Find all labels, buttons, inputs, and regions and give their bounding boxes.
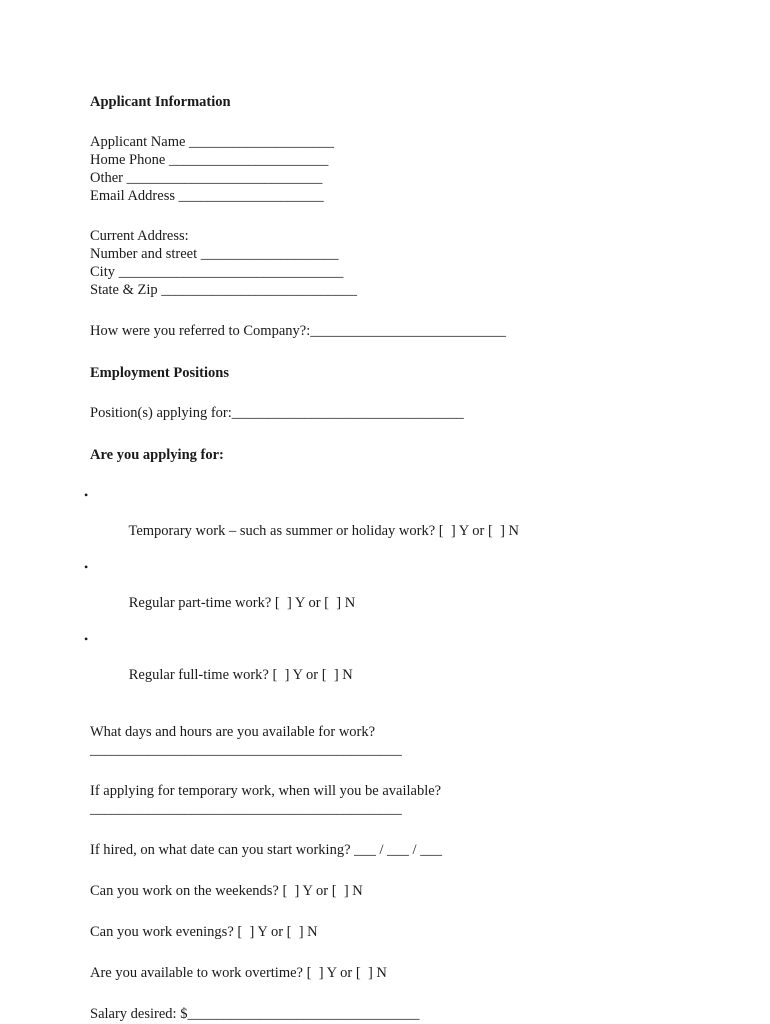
home-phone-field[interactable]: Home Phone ______________________ (90, 152, 329, 168)
part-time-work-text: Regular part-time work? [ ] Y or [ ] N (128, 595, 356, 611)
work-type-list (84, 486, 730, 702)
bullet-icon: • (84, 632, 89, 646)
bullet-icon: • (84, 488, 89, 502)
temporary-availability-blank[interactable]: ___________________________________________ (90, 801, 402, 817)
days-hours-blank[interactable]: ___________________________________________ (90, 742, 402, 758)
email-address-field[interactable]: Email Address ____________________ (90, 188, 324, 204)
start-date-field[interactable]: If hired, on what date can you start working? ___ / ___ / ___ (90, 842, 442, 858)
applicant-information-heading: Applicant Information (90, 94, 231, 110)
temporary-work-text: Temporary work – such as summer or holiday work? [ ] Y or [ ] N (128, 523, 520, 539)
temporary-availability-question: If applying for temporary work, when will you be available? (90, 783, 442, 799)
list-item-part-time-work[interactable] (84, 558, 730, 630)
list-item-temporary-work[interactable] (84, 486, 730, 558)
referral-field[interactable]: How were you referred to Company?:___________________________ (90, 323, 506, 339)
employment-positions-heading: Employment Positions (90, 365, 229, 381)
applicant-name-field[interactable]: Applicant Name ____________________ (90, 134, 335, 150)
current-address-label: Current Address: (90, 228, 189, 244)
bullet-icon: • (84, 560, 89, 574)
list-item-full-time-work[interactable] (84, 630, 730, 702)
street-address-field[interactable]: Number and street ___________________ (90, 246, 339, 262)
state-zip-field[interactable]: State & Zip ___________________________ (90, 282, 358, 298)
other-phone-field[interactable]: Other ___________________________ (90, 170, 323, 186)
evenings-question[interactable]: Can you work evenings? [ ] Y or [ ] N (90, 924, 318, 940)
salary-desired-field[interactable]: Salary desired: $________________________________ (90, 1006, 420, 1022)
city-field[interactable]: City _______________________________ (90, 264, 344, 280)
days-hours-question: What days and hours are you available for work? (90, 724, 376, 740)
applying-for-heading: Are you applying for: (90, 447, 224, 463)
application-form (84, 92, 730, 1023)
positions-applying-field[interactable]: Position(s) applying for:________________________________ (90, 405, 464, 421)
weekends-question[interactable]: Can you work on the weekends? [ ] Y or [ ] N (90, 883, 363, 899)
overtime-question[interactable]: Are you available to work overtime? [ ] Y or [ ] N (90, 965, 387, 981)
full-time-work-text: Regular full-time work? [ ] Y or [ ] N (128, 667, 353, 683)
